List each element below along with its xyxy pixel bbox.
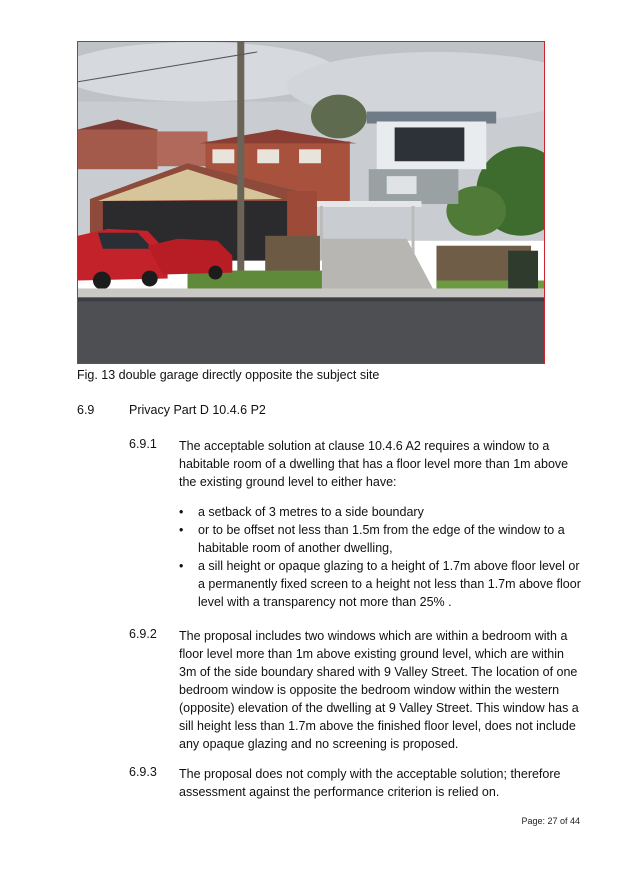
list-item-text: a setback of 3 metres to a side boundary: [198, 505, 424, 519]
paragraph-text: The acceptable solution at clause 10.4.6 A2 requires a window to a habitable room of a dwelling that has a floor level more than 1m above the existing ground level to either have:: [179, 439, 569, 489]
list-item-text: a sill height or opaque glazing to a height of 1.7m above floor level or a permanently fixed screen to a height not less than 1.7m above floor level with a transparency not more than 25% .: [198, 559, 581, 609]
page-number: Page: 27 of 44: [521, 816, 580, 826]
paragraph-text: The proposal does not comply with the acceptable solution; therefore assessment against the performance criterion is relied on.: [179, 767, 561, 799]
requirements-list: [179, 503, 584, 611]
paragraph-number: 6.9.3: [129, 765, 157, 779]
bullet-icon: •: [179, 523, 184, 537]
figure-caption: Fig. 13 double garage directly opposite the subject site: [77, 368, 380, 382]
street-photo-image: [78, 42, 544, 363]
section-number: 6.9: [77, 403, 95, 417]
section-title: Privacy Part D 10.4.6 P2: [129, 403, 266, 417]
bullet-icon: •: [179, 559, 184, 573]
figure-photo: [77, 41, 545, 364]
list-item: [179, 503, 584, 521]
paragraph-number: 6.9.1: [129, 437, 157, 451]
paragraph-number: 6.9.2: [129, 627, 157, 641]
list-item-text: or to be offset not less than 1.5m from the edge of the window to a habitable room of another dwelling,: [198, 523, 565, 555]
list-item: [179, 521, 584, 557]
list-item: [179, 557, 584, 611]
paragraph-text: The proposal includes two windows which are within a bedroom with a floor level more than 1m above existing ground level, which are within 3m of the side boundary shared with 9 Valley Street. The location of one bedroom window is opposite the bedroom window within the western (opposite) elevation of the dwelling at 9 Valley Street. This window has a sill height less than 1.7m above the finished floor level, does not include any opaque glazing and no screening is proposed.: [179, 629, 579, 751]
bullet-icon: •: [179, 505, 184, 519]
